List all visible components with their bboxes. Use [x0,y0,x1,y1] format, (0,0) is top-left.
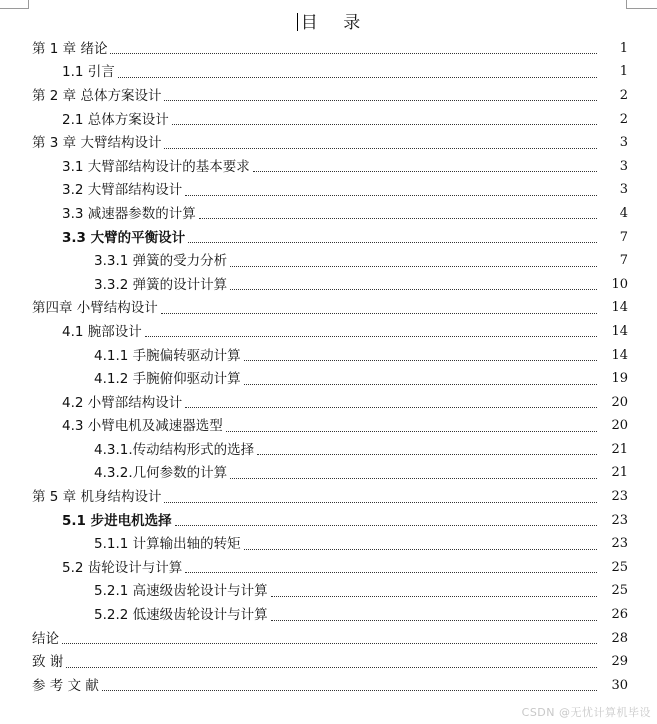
toc-entry-page-number: 25 [611,583,628,599]
toc-dot-leader [226,431,597,432]
toc-entry-page-number: 10 [611,276,628,292]
page-title [0,12,657,34]
toc-entry-page-number: 23 [611,512,628,528]
toc-entry[interactable] [0,532,657,556]
toc-dot-leader [66,667,597,668]
toc-entry-page-number: 23 [611,489,628,505]
toc-entry-page-number: 26 [611,607,628,623]
toc-entry[interactable] [0,297,657,321]
toc-entry-page-number: 20 [611,418,628,434]
toc-entry-label: 3.3 减速器参数的计算 [62,205,196,222]
toc-entry-label: 1.1 引言 [62,64,115,81]
toc-entry[interactable] [0,344,657,368]
text-cursor [297,13,298,31]
watermark: CSDN @无忧计算机毕设 [521,706,651,719]
toc-dot-leader [175,525,597,526]
toc-entry-label: 第 1 章 绪论 [32,40,108,57]
toc-dot-leader [244,549,597,550]
toc-entry-page-number: 21 [611,465,628,481]
toc-entry[interactable] [0,226,657,250]
toc-entry-page-number: 4 [619,205,628,221]
toc-entry-page-number: 14 [611,300,628,316]
crop-mark-top-right [626,0,657,9]
toc-entry[interactable] [0,202,657,226]
toc-entry-label: 第 5 章 机身结构设计 [32,489,162,506]
toc-entry[interactable] [0,84,657,108]
page-title-text: 目 录 [300,13,371,33]
toc-entry-label: 致 谢 [32,654,64,671]
toc-dot-leader [271,620,597,621]
toc-entry[interactable] [0,61,657,85]
toc-entry-page-number: 3 [619,135,628,151]
toc-entry[interactable] [0,367,657,391]
toc-dot-leader [118,77,597,78]
toc-entry-label: 3.3 大臂的平衡设计 [62,229,186,246]
toc-dot-leader [230,478,597,479]
toc-entry-page-number: 30 [611,677,628,693]
toc-entry-label: 3.2 大臂部结构设计 [62,182,183,199]
toc-entry-label: 4.1.2 手腕俯仰驱动计算 [94,371,241,388]
toc-dot-leader [230,266,597,267]
toc-dot-leader [110,53,597,54]
toc-entry-label: 5.2.2 低速级齿轮设计与计算 [94,607,268,624]
toc-entry[interactable] [0,462,657,486]
toc-entry-label: 2.1 总体方案设计 [62,111,169,128]
toc-entry[interactable] [0,108,657,132]
toc-entry[interactable] [0,674,657,698]
toc-dot-leader [230,289,597,290]
toc-entry-label: 4.3 小臂电机及减速器选型 [62,418,223,435]
toc-dot-leader [164,100,597,101]
toc-entry[interactable] [0,391,657,415]
toc-entry[interactable] [0,603,657,627]
toc-entry[interactable] [0,627,657,651]
toc-entry[interactable] [0,580,657,604]
toc-entry-label: 4.3.1.传动结构形式的选择 [94,441,255,458]
toc-entry[interactable] [0,485,657,509]
table-of-contents [0,37,657,698]
toc-entry-label: 3.3.1 弹簧的受力分析 [94,253,228,270]
toc-entry[interactable] [0,131,657,155]
toc-entry-page-number: 1 [619,40,628,56]
toc-entry-label: 5.1 步进电机选择 [62,512,172,529]
toc-dot-leader [271,596,597,597]
toc-entry[interactable] [0,249,657,273]
toc-entry-label: 5.1.1 计算输出轴的转矩 [94,536,241,553]
toc-entry-label: 3.1 大臂部结构设计的基本要求 [62,158,250,175]
toc-entry-page-number: 28 [611,630,628,646]
toc-entry[interactable] [0,179,657,203]
toc-dot-leader [164,148,597,149]
toc-entry-page-number: 25 [611,559,628,575]
toc-dot-leader [161,313,597,314]
toc-entry-label: 4.3.2.几何参数的计算 [94,465,228,482]
toc-dot-leader [253,171,597,172]
toc-entry-label: 参 考 文 献 [32,677,99,694]
toc-entry-label: 第 2 章 总体方案设计 [32,87,162,104]
toc-entry-page-number: 14 [611,347,628,363]
toc-entry-label: 第 3 章 大臂结构设计 [32,135,162,152]
toc-entry-page-number: 7 [619,229,628,245]
toc-dot-leader [185,572,597,573]
toc-dot-leader [145,336,597,337]
toc-dot-leader [188,242,597,243]
toc-entry-label: 4.1.1 手腕偏转驱动计算 [94,347,241,364]
toc-entry-page-number: 14 [611,323,628,339]
toc-entry[interactable] [0,320,657,344]
toc-entry-page-number: 29 [611,654,628,670]
toc-entry[interactable] [0,37,657,61]
toc-entry[interactable] [0,509,657,533]
crop-mark-top-left [0,0,29,9]
toc-entry-label: 4.1 腕部设计 [62,323,142,340]
toc-entry-label: 第四章 小臂结构设计 [32,300,158,317]
toc-dot-leader [244,360,597,361]
toc-dot-leader [62,643,597,644]
toc-entry-page-number: 19 [611,371,628,387]
toc-dot-leader [172,124,597,125]
toc-entry-page-number: 1 [619,64,628,80]
toc-dot-leader [185,195,597,196]
toc-entry[interactable] [0,650,657,674]
toc-entry[interactable] [0,438,657,462]
toc-entry[interactable] [0,155,657,179]
toc-entry-page-number: 3 [619,182,628,198]
toc-entry-label: 3.3.2 弹簧的设计计算 [94,276,228,293]
toc-dot-leader [185,407,597,408]
toc-dot-leader [102,690,597,691]
toc-entry[interactable] [0,556,657,580]
toc-dot-leader [257,454,597,455]
toc-entry-page-number: 21 [611,441,628,457]
toc-entry-page-number: 23 [611,536,628,552]
toc-dot-leader [199,218,597,219]
toc-entry-page-number: 20 [611,394,628,410]
toc-dot-leader [164,502,597,503]
toc-entry[interactable] [0,415,657,439]
toc-entry-page-number: 7 [619,253,628,269]
toc-entry-label: 5.2.1 高速级齿轮设计与计算 [94,583,268,600]
toc-entry-label: 结论 [32,630,59,647]
toc-entry-label: 4.2 小臂部结构设计 [62,394,183,411]
toc-entry-label: 5.2 齿轮设计与计算 [62,559,183,576]
toc-dot-leader [244,384,597,385]
toc-entry[interactable] [0,273,657,297]
toc-entry-page-number: 2 [619,111,628,127]
toc-entry-page-number: 2 [619,87,628,103]
toc-entry-page-number: 3 [619,158,628,174]
